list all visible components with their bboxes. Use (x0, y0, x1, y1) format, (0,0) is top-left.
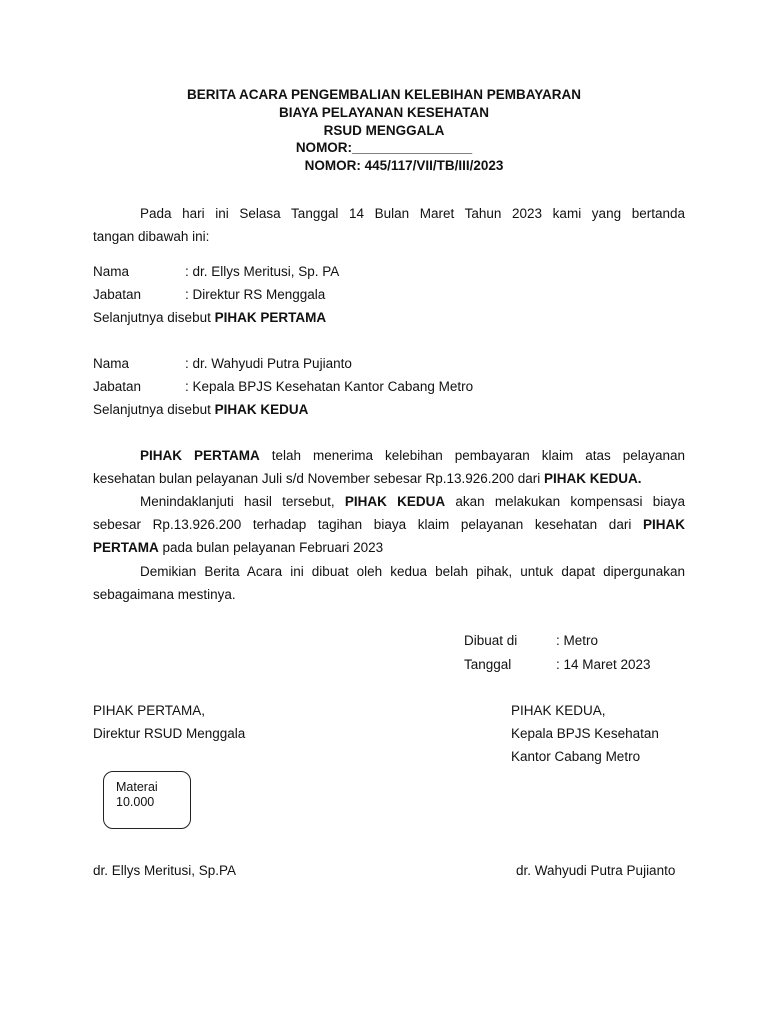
party1-name-label: Nama (93, 264, 130, 279)
place-label: Dibuat di (464, 633, 518, 648)
place-value: : Metro (556, 633, 599, 648)
number-blank: NOMOR:________________ (295, 140, 473, 155)
right-signatory-title: PIHAK KEDUA, (511, 703, 606, 718)
body-p1-line-1 (140, 449, 685, 463)
opening-line-2: tangan dibawah ini: (93, 229, 210, 244)
referred-prefix: Selanjutnya disebut (93, 310, 215, 325)
document-number: NOMOR: 445/117/VII/TB/III/2023 (304, 158, 504, 173)
left-signatory-title: PIHAK PERTAMA, (93, 703, 206, 718)
bold-text: PERTAMA (93, 540, 159, 555)
party2-name-value: : dr. Wahyudi Putra Pujianto (185, 356, 352, 371)
left-signatory-name: dr. Ellys Meritusi, Sp.PA (93, 863, 237, 878)
date-value: : 14 Maret 2023 (556, 657, 651, 672)
institution-name: RSUD MENGGALA (323, 123, 445, 138)
party2-position-value: : Kepala BPJS Kesehatan Kantor Cabang Metro (185, 379, 474, 394)
party2-name-label: Nama (93, 356, 130, 371)
body-p1-line-2 (93, 472, 685, 486)
party2-alias: PIHAK KEDUA (214, 402, 309, 417)
party2-referred (93, 403, 308, 417)
party1-position-value: : Direktur RS Menggala (185, 287, 326, 302)
referred-prefix: Selanjutnya disebut (93, 402, 215, 417)
right-signatory-role-2: Kantor Cabang Metro (511, 749, 641, 764)
text: kesehatan bulan pelayanan Juli s/d November sebesar Rp.13.926.200 dari (93, 471, 545, 486)
text: pada bulan pelayanan Februari 2023 (158, 540, 384, 555)
party2-position-label: Jabatan (93, 379, 142, 394)
document-subtitle: BIAYA PELAYANAN KESEHATAN (278, 105, 490, 120)
bold-text: PIHAK KEDUA. (544, 471, 642, 486)
text: Menindaklanjuti hasil tersebut, (140, 494, 345, 509)
party1-name-value: : dr. Ellys Meritusi, Sp. PA (185, 264, 340, 279)
party1-alias: PIHAK PERTAMA (214, 310, 327, 325)
body-p3-line-2: sebagaimana mestinya. (93, 587, 236, 602)
text: telah menerima kelebihan pembayaran klaim atas pelayanan (259, 448, 685, 463)
opening-line-1: Pada hari ini Selasa Tanggal 14 Bulan Maret Tahun 2023 kami yang bertanda (140, 206, 685, 221)
body-p2-line-3 (93, 541, 685, 555)
body-p2-line-2 (93, 518, 685, 532)
materai-value: 10.000 (116, 795, 155, 809)
right-signatory-name: dr. Wahyudi Putra Pujianto (516, 863, 676, 878)
text: sebesar Rp.13.926.200 terhadap tagihan biaya klaim pelayanan kesehatan dari (93, 517, 643, 532)
party1-position-label: Jabatan (93, 287, 142, 302)
document-title: BERITA ACARA PENGEMBALIAN KELEBIHAN PEMBAYARAN (186, 87, 582, 102)
bold-text: PIHAK (642, 517, 685, 532)
bold-text: PIHAK PERTAMA (140, 448, 260, 463)
bold-text: PIHAK KEDUA (344, 494, 446, 509)
left-signatory-role: Direktur RSUD Menggala (93, 726, 246, 741)
body-p2-line-1 (140, 495, 685, 509)
materai-label: Materai (116, 780, 158, 794)
party1-referred (93, 311, 326, 325)
date-label: Tanggal (464, 657, 512, 672)
text: akan melakukan kompensasi biaya (445, 494, 685, 509)
stamp-duty-box (103, 771, 191, 829)
right-signatory-role-1: Kepala BPJS Kesehatan (511, 726, 659, 741)
body-p3-line-1: Demikian Berita Acara ini dibuat oleh kedua belah pihak, untuk dapat dipergunakan (140, 564, 685, 579)
